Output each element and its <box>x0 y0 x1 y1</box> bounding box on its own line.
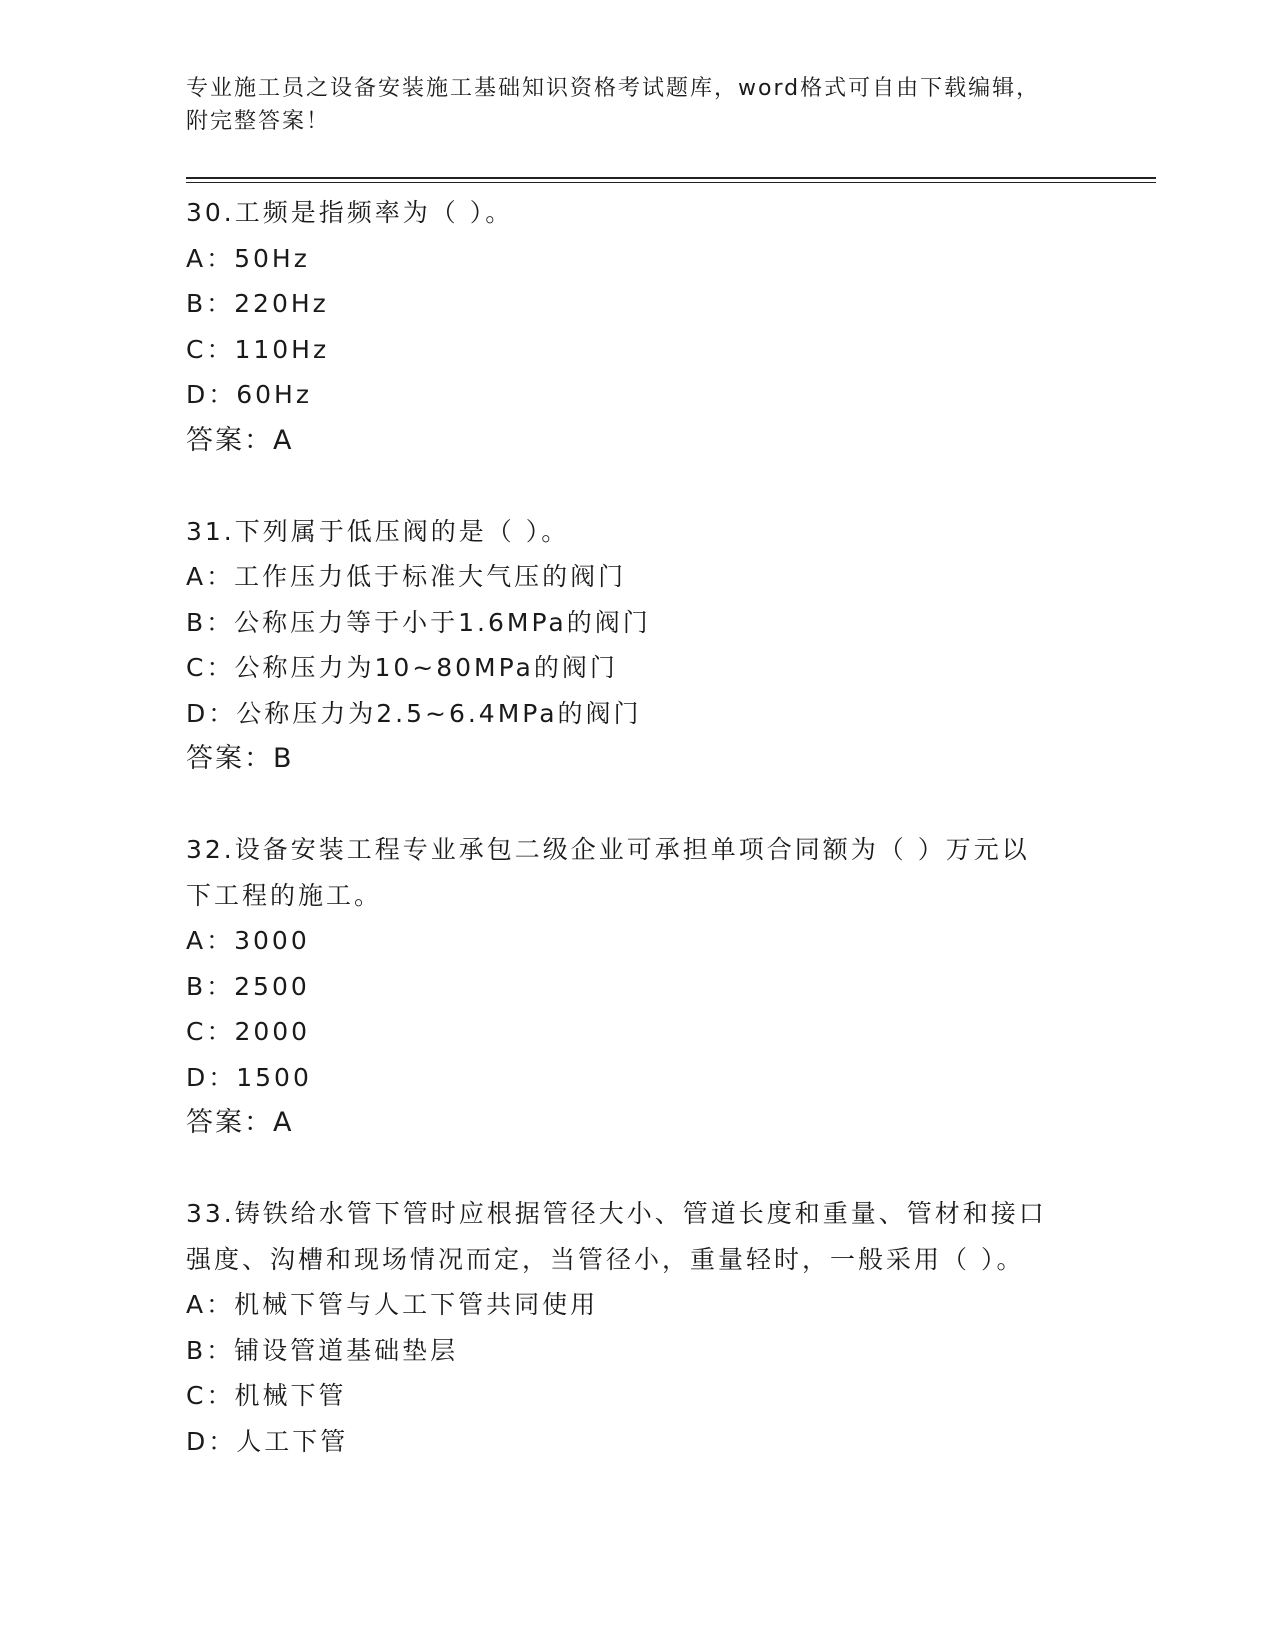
question-stem: 33.铸铁给水管下管时应根据管径大小、管道长度和重量、管材和接口 <box>186 1199 1047 1228</box>
answer: 答案：B <box>186 743 294 774</box>
option-a: A：机械下管与人工下管共同使用 <box>186 1290 599 1319</box>
option-c: C：机械下管 <box>186 1381 347 1410</box>
question-gap <box>186 463 1066 509</box>
question-block <box>186 1191 1066 1464</box>
question-gap <box>186 782 1066 828</box>
question-stem: 32.设备安装工程专业承包二级企业可承担单项合同额为（ ）万元以 <box>186 835 1030 864</box>
option-b: B：2500 <box>186 971 310 1001</box>
option-a: A：3000 <box>186 926 310 955</box>
option-d: D：60Hz <box>186 380 312 409</box>
header-line-1: 专业施工员之设备安装施工基础知识资格考试题库，word格式可自由下载编辑， <box>186 76 1041 101</box>
option-c: C：公称压力为10~80MPa的阀门 <box>186 653 618 682</box>
question-list <box>186 190 1066 1464</box>
question-block <box>186 827 1066 1146</box>
option-a: A：50Hz <box>186 243 310 273</box>
option-c: C：110Hz <box>186 334 330 364</box>
question-stem-continued: 下工程的施工。 <box>186 880 383 910</box>
question-stem-continued: 强度、沟槽和现场情况而定，当管径小，重量轻时，一般采用（ ）。 <box>186 1244 1025 1274</box>
option-c: C：2000 <box>186 1017 311 1046</box>
option-d: D：公称压力为2.5~6.4MPa的阀门 <box>186 698 642 728</box>
answer: 答案：A <box>186 424 294 456</box>
option-b: B：铺设管道基础垫层 <box>186 1335 459 1365</box>
option-d: D：1500 <box>186 1062 312 1092</box>
question-block <box>186 509 1066 782</box>
header-rule-thin <box>186 182 1156 183</box>
option-d: D：人工下管 <box>186 1426 349 1456</box>
question-stem: 30.工频是指频率为（ ）。 <box>186 198 514 227</box>
question-gap <box>186 1146 1066 1192</box>
header-rule-thick <box>186 177 1156 179</box>
question-block <box>186 190 1066 463</box>
document-header <box>186 72 1086 138</box>
header-line-2: 附完整答案！ <box>186 109 331 134</box>
answer: 答案：A <box>186 1107 294 1138</box>
option-b: B：公称压力等于小于1.6MPa的阀门 <box>186 607 651 637</box>
option-a: A：工作压力低于标准大气压的阀门 <box>186 562 627 591</box>
option-b: B：220Hz <box>186 289 329 318</box>
question-stem: 31.下列属于低压阀的是（ ）。 <box>186 516 570 546</box>
